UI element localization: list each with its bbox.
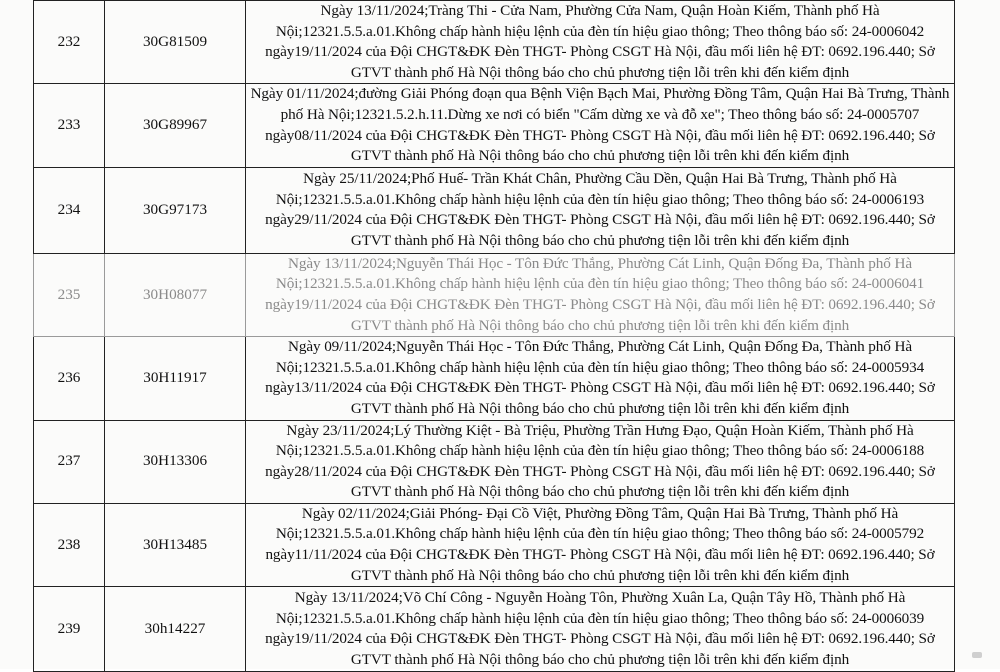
violation-text: Ngày 13/11/2024;Tràng Thi - Cửa Nam, Phường Cửa Nam, Quận Hoàn Kiếm, Thành phố Hà Nội;12321.5.5.a.01.Không chấp hành hiệu lệnh của đèn tín hiệu giao thông; Theo thông báo số: 24-0006042 ngày19/11/2024 của Đội CHGT&ĐK Đèn THGT- Phòng CSGT Hà Nội, đầu mối liên hệ ĐT: 0692.196.440; Sở GTVT thành phố Hà Nội thông báo cho chủ phương tiện lỗi trên khi đến kiểm định — [265, 2, 935, 81]
row-number: 233 — [34, 84, 105, 167]
scan-artifact — [972, 652, 982, 658]
row-number: 237 — [34, 420, 105, 503]
row-number: 236 — [34, 337, 105, 420]
license-plate: 30G97173 — [105, 167, 246, 253]
violation-detail — [246, 1, 955, 84]
license-plate: 30G81509 — [105, 1, 246, 84]
table-row — [34, 1, 955, 84]
row-number: 238 — [34, 503, 105, 586]
violation-detail — [246, 420, 955, 503]
table-row — [34, 253, 955, 336]
license-plate: 30H13306 — [105, 420, 246, 503]
violation-text: Ngày 23/11/2024;Lý Thường Kiệt - Bà Triệu, Phường Trần Hưng Đạo, Quận Hoàn Kiếm, Thành phố Hà Nội;12321.5.5.a.01.Không chấp hành hiệu lệnh của đèn tín hiệu giao thông; Theo thông báo số: 24-0006188 ngày28/11/2024 của Đội CHGT&ĐK Đèn THGT- Phòng CSGT Hà Nội, đầu mối liên hệ ĐT: 0692.196.440; Sở GTVT thành phố Hà Nội thông báo cho chủ phương tiện lỗi trên khi đến kiểm định — [265, 421, 935, 501]
violation-detail — [246, 587, 955, 672]
row-number: 234 — [34, 167, 105, 253]
violations-table — [33, 0, 955, 672]
license-plate: 30H13485 — [105, 503, 246, 586]
table-row — [34, 84, 955, 167]
table-row — [34, 503, 955, 586]
violation-text: Ngày 25/11/2024;Phố Huế- Trần Khát Chân, Phường Cầu Dền, Quận Hai Bà Trưng, Thành phố Hà Nội;12321.5.5.a.01.Không chấp hành hiệu lệnh của đèn tín hiệu giao thông; Theo thông báo số: 24-0006193 ngày29/11/2024 của Đội CHGT&ĐK Đèn THGT- Phòng CSGT Hà Nội, đầu mối liên hệ ĐT: 0692.196.440; Sở GTVT thành phố Hà Nội thông báo cho chủ phương tiện lỗi trên khi đến kiểm định — [265, 170, 935, 249]
violation-text: Ngày 13/11/2024;Võ Chí Công - Nguyễn Hoàng Tôn, Phường Xuân La, Quận Tây Hồ, Thành phố Hà Nội;12321.5.5.a.01.Không chấp hành hiệu lệnh của đèn tín hiệu giao thông; Theo thông báo số: 24-0006039 ngày19/11/2024 của Đội CHGT&ĐK Đèn THGT- Phòng CSGT Hà Nội, đầu mối liên hệ ĐT: 0692.196.440; Sở GTVT thành phố Hà Nội thông báo cho chủ phương tiện lỗi trên khi đến kiểm định — [265, 589, 935, 668]
violation-detail — [246, 253, 955, 336]
violation-detail — [246, 84, 955, 167]
row-number: 239 — [34, 587, 105, 672]
license-plate: 30h14227 — [105, 587, 246, 672]
license-plate: 30H11917 — [105, 337, 246, 420]
table-row — [34, 587, 955, 672]
table-row — [34, 337, 955, 420]
violation-text: Ngày 09/11/2024;Nguyễn Thái Học - Tôn Đức Thắng, Phường Cát Linh, Quận Đống Đa, Thành phố Hà Nội;12321.5.5.a.01.Không chấp hành hiệu lệnh của đèn tín hiệu giao thông; Theo thông báo số: 24-0005934 ngày13/11/2024 của Đội CHGT&ĐK Đèn THGT- Phòng CSGT Hà Nội, đầu mối liên hệ ĐT: 0692.196.440; Sở GTVT thành phố Hà Nội thông báo cho chủ phương tiện lỗi trên khi đến kiểm định — [265, 338, 935, 417]
license-plate: 30G89967 — [105, 84, 246, 167]
violation-text: Ngày 02/11/2024;Giải Phóng- Đại Cồ Việt, Phường Đồng Tâm, Quận Hai Bà Trưng, Thành phố Hà Nội;12321.5.5.a.01.Không chấp hành hiệu lệnh của đèn tín hiệu giao thông; Theo thông báo số: 24-0005792 ngày11/11/2024 của Đội CHGT&ĐK Đèn THGT- Phòng CSGT Hà Nội, đầu mối liên hệ ĐT: 0692.196.440; Sở GTVT thành phố Hà Nội thông báo cho chủ phương tiện lỗi trên khi đến kiểm định — [265, 504, 935, 584]
violation-detail — [246, 503, 955, 586]
table-row — [34, 167, 955, 253]
violation-detail — [246, 337, 955, 420]
violation-detail — [246, 167, 955, 253]
violation-text: Ngày 01/11/2024;đường Giải Phóng đoạn qua Bệnh Viện Bạch Mai, Phường Đồng Tâm, Quận Hai Bà Trưng, Thành phố Hà Nội;12321.5.2.h.11.Dừng xe nơi có biển "Cấm dừng xe và đỗ xe"; Theo thông báo số: 24-0005707 ngày08/11/2024 của Đội CHGT&ĐK Đèn THGT- Phòng CSGT Hà Nội, đầu mối liên hệ ĐT: 0692.196.440; Sở GTVT thành phố Hà Nội thông báo cho chủ phương tiện lỗi trên khi đến kiểm định — [250, 85, 950, 165]
row-number: 235 — [34, 253, 105, 336]
violation-text: Ngày 13/11/2024;Nguyễn Thái Học - Tôn Đức Thắng, Phường Cát Linh, Quận Đống Đa, Thành phố Hà Nội;12321.5.5.a.01.Không chấp hành hiệu lệnh của đèn tín hiệu giao thông; Theo thông báo số: 24-0006041 ngày19/11/2024 của Đội CHGT&ĐK Đèn THGT- Phòng CSGT Hà Nội, đầu mối liên hệ ĐT: 0692.196.440; Sở GTVT thành phố Hà Nội thông báo cho chủ phương tiện lỗi trên khi đến kiểm định — [265, 254, 935, 334]
license-plate: 30H08077 — [105, 253, 246, 336]
row-number: 232 — [34, 1, 105, 84]
table-row — [34, 420, 955, 503]
